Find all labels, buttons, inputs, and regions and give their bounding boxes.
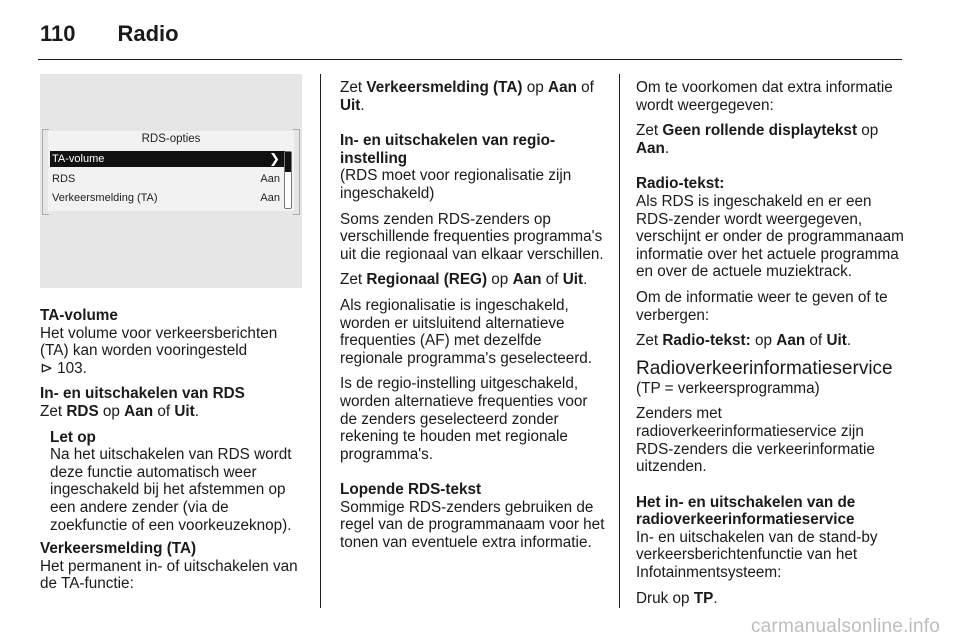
column-divider-2 — [619, 74, 620, 608]
word-of: of — [157, 402, 171, 420]
menu-item-ta-volume — [50, 151, 286, 167]
radio-tekst-text: Als RDS is ingeschakeld en er een RDS-zender wordt weergegeven, verschijnt er onder de programmanaam informatie over het actuele programma en over de actuele muziektrack. — [636, 192, 904, 281]
key-reg: Regionaal (REG) — [366, 271, 488, 289]
tp-paren: (TP = verkeersprogramma) — [636, 379, 820, 397]
key-tp: TP — [693, 589, 714, 607]
note-box — [40, 429, 306, 535]
menu-item-verkeersmelding — [50, 190, 286, 206]
word-op: op — [491, 271, 509, 289]
menu-item-value: Aan — [260, 192, 280, 204]
word-op: op — [755, 332, 773, 350]
ta-volume-text: Het volume voor verkeersberichten (TA) kan worden vooringesteld — [40, 324, 278, 360]
heading-tp-service: Radioverkeerinformatieservice — [636, 357, 893, 379]
column-divider-1 — [320, 74, 321, 608]
word-of: of — [581, 79, 594, 96]
key-aan: Aan — [124, 402, 154, 420]
word-zet: Zet — [636, 122, 659, 140]
key-uit: Uit — [340, 96, 361, 114]
scrollbar-thumb — [285, 152, 291, 172]
key-aan: Aan — [548, 79, 577, 96]
key-ta: Verkeersmelding (TA) — [366, 79, 523, 96]
heading-regio: In- en uitschakelen van regio-instelling — [340, 132, 556, 167]
page-header — [40, 14, 179, 54]
menu-item-value: Aan — [260, 173, 280, 185]
tp-instruction — [636, 590, 904, 608]
rds-options-screen-image — [40, 74, 302, 288]
note-heading: Let op — [50, 428, 96, 446]
key-geen-rollende: Geen rollende displaytekst — [662, 122, 858, 140]
menu-item-label: RDS — [52, 173, 76, 185]
key-aan: Aan — [636, 139, 665, 157]
key-aan: Aan — [776, 332, 806, 350]
tp-text: Zenders met radioverkeerinformatieservice zijn RDS-zenders die verkeerinformatie uitzenden. — [636, 405, 875, 476]
ta-instruction — [340, 79, 606, 114]
verkeersmelding-text: Het permanent in- of uitschakelen van de TA-functie: — [40, 557, 298, 593]
menu-item-rds — [50, 171, 286, 187]
heading-rds: In- en uitschakelen van RDS — [40, 385, 245, 403]
radio-tekst-instruction — [636, 332, 904, 350]
page-number: 110 — [40, 21, 76, 46]
heading-lopende-tekst: Lopende RDS-tekst — [340, 481, 482, 499]
regio-text-1: Soms zenden RDS-zenders op verschillende frequenties programma's uit die regionaal van elkaar verschillen. — [340, 210, 604, 263]
regio-text-3: Is de regio-instelling uitgeschakeld, worden alternatieve frequenties voor de zenders geselecteerd zonder rekening te houden met regionale programma's. — [340, 375, 588, 463]
panel-inner — [48, 131, 294, 211]
key-uit: Uit — [562, 271, 584, 289]
word-zet: Zet — [636, 332, 659, 350]
column-2 — [340, 79, 606, 552]
word-op: op — [861, 122, 879, 140]
word-zet: Zet — [340, 79, 363, 96]
period: . — [583, 271, 588, 289]
lopende-tekst-text: Sommige RDS-zenders gebruiken de regel van de programmanaam voor het tonen van eventuele extra informatie. — [340, 498, 605, 552]
watermark: carmanualsonline.info — [750, 616, 940, 637]
heading-verkeersmelding: Verkeersmelding (TA) — [40, 540, 197, 558]
regio-text-2: Als regionalisatie is ingeschakeld, worden er uitsluitend alternatieve frequenties (AF) met dezelfde regionale programma's geselecteerd. — [340, 296, 593, 367]
word-of: of — [545, 271, 559, 289]
key-rds: RDS — [66, 402, 99, 420]
rds-instruction — [40, 403, 306, 421]
ta-volume-ref: ⊳ 103. — [40, 359, 87, 377]
word-zet: Zet — [340, 271, 363, 289]
rds-options-panel — [42, 129, 300, 213]
period: . — [713, 589, 718, 607]
note-text: Na het uitschakelen van RDS wordt deze functie automatisch weer ingeschakeld bij het afstemmen op een andere zender (via de zoekfunctie of een voorkeuzeknop). — [50, 446, 292, 534]
key-uit: Uit — [826, 332, 847, 350]
period: . — [194, 402, 199, 420]
scrollbar — [284, 151, 292, 209]
word-op: op — [526, 79, 544, 96]
period: . — [846, 332, 852, 350]
regio-paren: (RDS moet voor regionalisatie zijn ingeschakeld) — [340, 167, 572, 202]
section-title: Radio — [117, 21, 179, 46]
panel-title: RDS-opties — [141, 133, 201, 145]
word-of: of — [809, 332, 823, 350]
heading-radio-tekst: Radio-tekst: — [636, 175, 725, 193]
period: . — [664, 139, 670, 157]
word-op: op — [102, 402, 120, 420]
word-druk-op: Druk op — [636, 589, 690, 607]
column-1 — [40, 307, 306, 593]
key-radio-tekst: Radio-tekst: — [662, 332, 751, 350]
word-zet: Zet — [40, 402, 63, 420]
header-rule — [38, 59, 902, 60]
tp-text-2: In- en uitschakelen van de stand-by verkeersberichtenfunctie van het Infotainmentsysteem: — [636, 528, 878, 582]
chevron-right-icon: ❯ — [269, 151, 280, 166]
heading-tp-toggle: Het in- en uitschakelen van de radioverkeerinformatieservice — [636, 493, 856, 529]
period: . — [360, 96, 365, 114]
intro-text: Om te voorkomen dat extra informatie wordt weergegeven: — [636, 79, 893, 114]
key-aan: Aan — [512, 271, 542, 289]
radio-tekst-text-2: Om de informatie weer te geven of te verbergen: — [636, 288, 888, 324]
column-3 — [636, 79, 904, 615]
key-uit: Uit — [174, 402, 195, 420]
menu-item-label: TA-volume — [52, 153, 105, 165]
panel-bracket-right — [293, 129, 300, 215]
menu-item-label: Verkeersmelding (TA) — [52, 192, 158, 204]
heading-ta-volume: TA-volume — [40, 307, 118, 324]
regio-instruction — [340, 271, 606, 289]
scroll-instruction — [636, 122, 904, 157]
